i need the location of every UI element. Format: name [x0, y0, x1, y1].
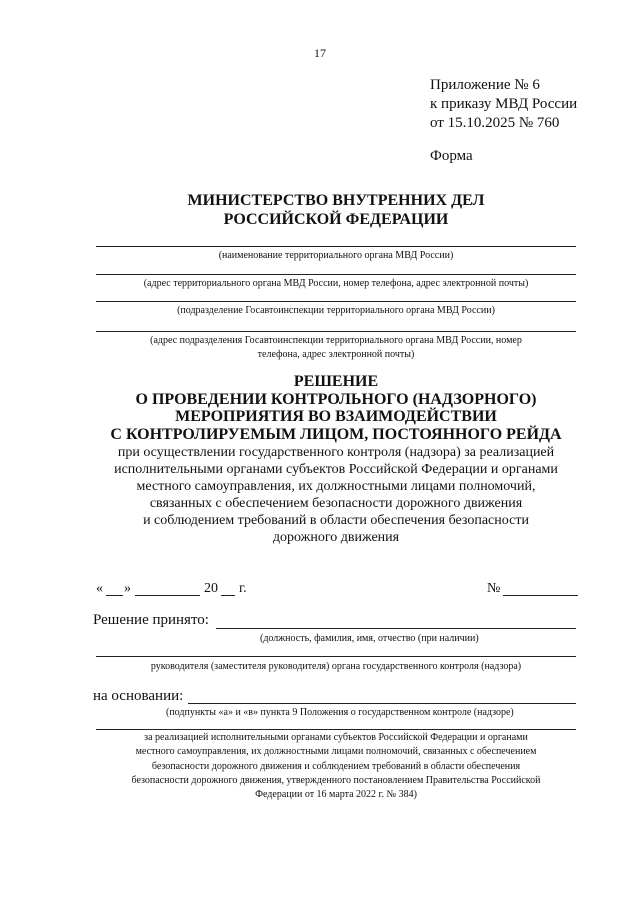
year-suffix: г. [239, 581, 247, 596]
basis-note-2: местного самоуправления, их должностными лицами полномочий, связанных с обеспечением [135, 746, 537, 758]
appendix-line-2: к приказу МВД России [430, 96, 578, 112]
territorial-body-caption: (наименование территориального органа МВД России) [218, 250, 454, 261]
ministry-line-1: МИНИСТЕРСТВО ВНУТРЕННИХ ДЕЛ [187, 192, 485, 209]
subtitle-line-5: и соблюдением требований в области обеспечения безопасности [143, 513, 529, 528]
page-number: 17 [314, 46, 326, 60]
year-prefix: 20 [204, 581, 218, 596]
appendix-line-1: Приложение № 6 [430, 77, 540, 93]
subtitle-line-1: при осуществлении государственного контроля (надзора) за реализацией [117, 445, 555, 460]
decision-caption: (должность, фамилия, имя, отчество (при наличии) [260, 633, 479, 644]
gai-address-caption-2: телефона, адрес электронной почты) [257, 349, 415, 360]
month-field[interactable] [135, 595, 200, 596]
basis-field-2[interactable] [96, 729, 576, 730]
gai-address-line[interactable] [96, 331, 576, 332]
subtitle-line-6: дорожного движения [272, 530, 400, 545]
appendix-block [430, 76, 577, 133]
territorial-body-line[interactable] [96, 246, 576, 247]
basis-note-3: безопасности дорожного движения и соблюдением требований в области обеспечения [151, 760, 521, 772]
basis-caption: (подпункты «а» и «в» пункта 9 Положения о государственном контроле (надзоре) [166, 707, 514, 718]
decision-field[interactable] [216, 628, 576, 629]
basis-note-5: Федерации от 16 марта 2022 г. № 384) [255, 789, 417, 801]
territorial-address-line[interactable] [96, 274, 576, 275]
number-field[interactable] [503, 595, 578, 596]
subtitle-line-4: связанных с обеспечением безопасности дорожного движения [149, 496, 523, 511]
decision-label: Решение принято: [93, 612, 209, 628]
gai-address-caption [96, 334, 576, 362]
open-quote: « [96, 581, 103, 596]
title-line-1: РЕШЕНИЕ [293, 373, 379, 390]
number-sign: № [487, 581, 501, 596]
title-line-3: МЕРОПРИЯТИЯ ВО ВЗАИМОДЕЙСТВИИ [175, 408, 497, 425]
basis-field[interactable] [188, 703, 576, 704]
ministry-header [96, 191, 576, 229]
appendix-line-3: от 15.10.2025 № 760 [430, 115, 560, 131]
basis-label: на основании: [93, 688, 184, 704]
title-line-4: С КОНТРОЛИРУЕМЫМ ЛИЦОМ, ПОСТОЯННОГО РЕЙДА [110, 425, 562, 443]
title-line-2: О ПРОВЕДЕНИИ КОНТРОЛЬНОГО (НАДЗОРНОГО) [135, 390, 537, 408]
year-field[interactable] [221, 595, 235, 596]
document-subtitle [90, 444, 582, 546]
document-title [96, 373, 576, 443]
decision-field-2[interactable] [96, 656, 576, 657]
day-field[interactable] [106, 595, 123, 596]
close-quote: » [124, 581, 131, 596]
subtitle-line-2: исполнительными органами субъектов Российской Федерации и органами [114, 462, 558, 477]
basis-note-1: за реализацией исполнительными органами субъектов Российской Федерации и органами [144, 732, 528, 743]
ministry-line-2: РОССИЙСКОЙ ФЕДЕРАЦИИ [223, 211, 449, 228]
subtitle-line-3: местного самоуправления, их должностными лицами полномочий, [136, 479, 536, 494]
form-label: Форма [430, 148, 473, 164]
gai-subdivision-line[interactable] [96, 301, 576, 302]
basis-note [90, 731, 582, 802]
basis-note-4: безопасности дорожного движения, утвержденного постановлением Правительства Российской [131, 774, 541, 786]
territorial-address-caption: (адрес территориального органа МВД России, номер телефона, адрес электронной почты) [143, 278, 529, 289]
gai-subdivision-caption: (подразделение Госавтоинспекции территориального органа МВД России) [177, 305, 495, 316]
decision-caption-2: руководителя (заместителя руководителя) органа государственного контроля (надзора) [150, 661, 522, 672]
gai-address-caption-1: (адрес подразделения Госавтоинспекции территориального органа МВД России, номер [150, 335, 522, 346]
